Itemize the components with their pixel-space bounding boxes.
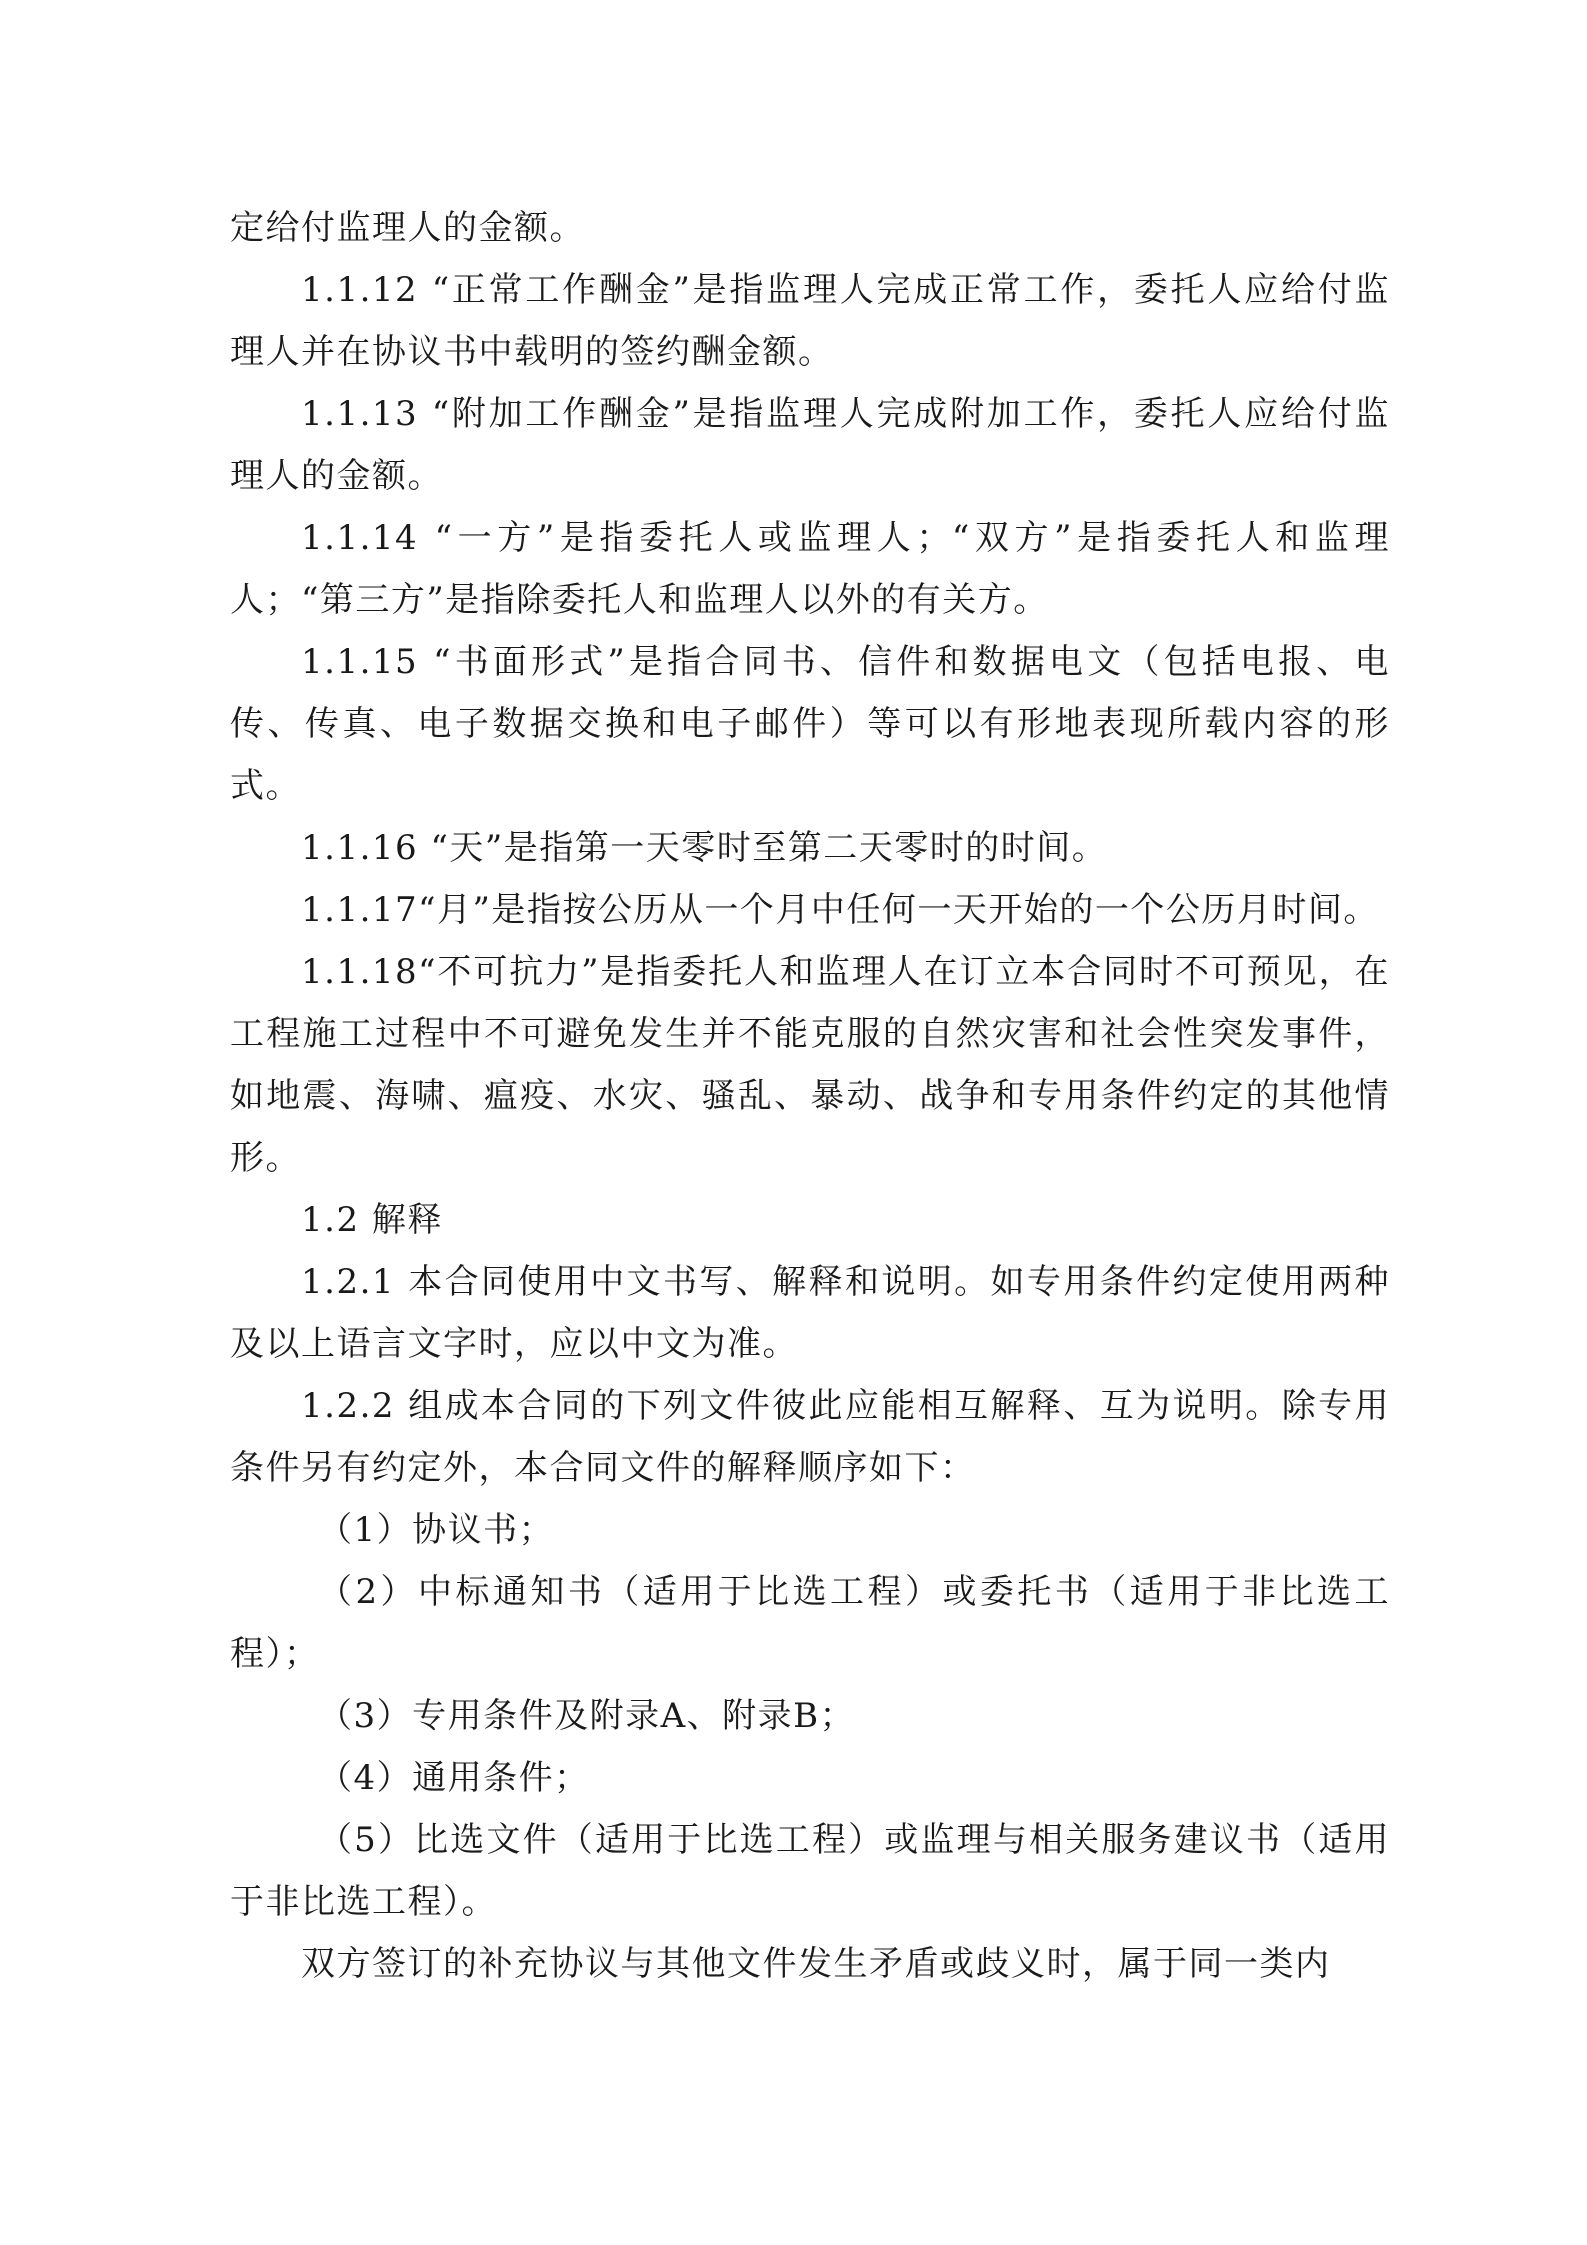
clause-1-1-16: 1.1.16 “天”是指第一天零时至第二天零时的时间。 (301, 828, 1108, 868)
list-item-3: （3）专用条件及附录A、附录B； (318, 1696, 856, 1736)
clause-1-1-18: 1.1.18“不可抗力”是指委托人和监理人在订立本合同时不可预见，在工程施工过程中不可避免发生并不能克服的自然灾害和社会性突发事件，如地震、海啸、瘟疫、水灾、骚乱、暴动、战争和专用条件约定的其他情形。 (230, 952, 1390, 1178)
list-item-5: （5）比选文件（适用于比选工程）或监理与相关服务建议书（适用于非比选工程）。 (230, 1820, 1390, 1922)
clause-1-2-2: 1.2.2 组成本合同的下列文件彼此应能相互解释、互为说明。除专用条件另有约定外，本合同文件的解释顺序如下： (230, 1386, 1390, 1488)
list-item-2: （2）中标通知书（适用于比选工程）或委托书（适用于非比选工程）； (230, 1572, 1390, 1674)
clause-1-1-15: 1.1.15 “书面形式”是指合同书、信件和数据电文（包括电报、电传、传真、电子数据交换和电子邮件）等可以有形地表现所载内容的形式。 (230, 642, 1390, 806)
clause-1-1-17: 1.1.17“月”是指按公历从一个月中任何一天开始的一个公历月时间。 (301, 890, 1379, 930)
section-heading-1-2: 1.2 解释 (301, 1200, 443, 1240)
paragraph-supplementary-agreement: 双方签订的补充协议与其他文件发生矛盾或歧义时，属于同一类内 (301, 1944, 1331, 1984)
clause-1-2-1: 1.2.1 本合同使用中文书写、解释和说明。如专用条件约定使用两种及以上语言文字时，应以中文为准。 (230, 1262, 1390, 1364)
clause-1-1-13: 1.1.13 “附加工作酬金”是指监理人完成附加工作，委托人应给付监理人的金额。 (230, 394, 1390, 496)
clause-1-1-12: 1.1.12 “正常工作酬金”是指监理人完成正常工作，委托人应给付监理人并在协议书中载明的签约酬金额。 (230, 270, 1390, 372)
clause-1-1-14: 1.1.14 “一方”是指委托人或监理人；“双方”是指委托人和监理人；“第三方”是指除委托人和监理人以外的有关方。 (230, 518, 1390, 620)
list-item-1: （1）协议书； (318, 1510, 555, 1550)
document-body (230, 197, 1390, 1995)
paragraph-continuation: 定给付监理人的金额。 (230, 208, 585, 248)
list-item-4: （4）通用条件； (318, 1758, 590, 1798)
